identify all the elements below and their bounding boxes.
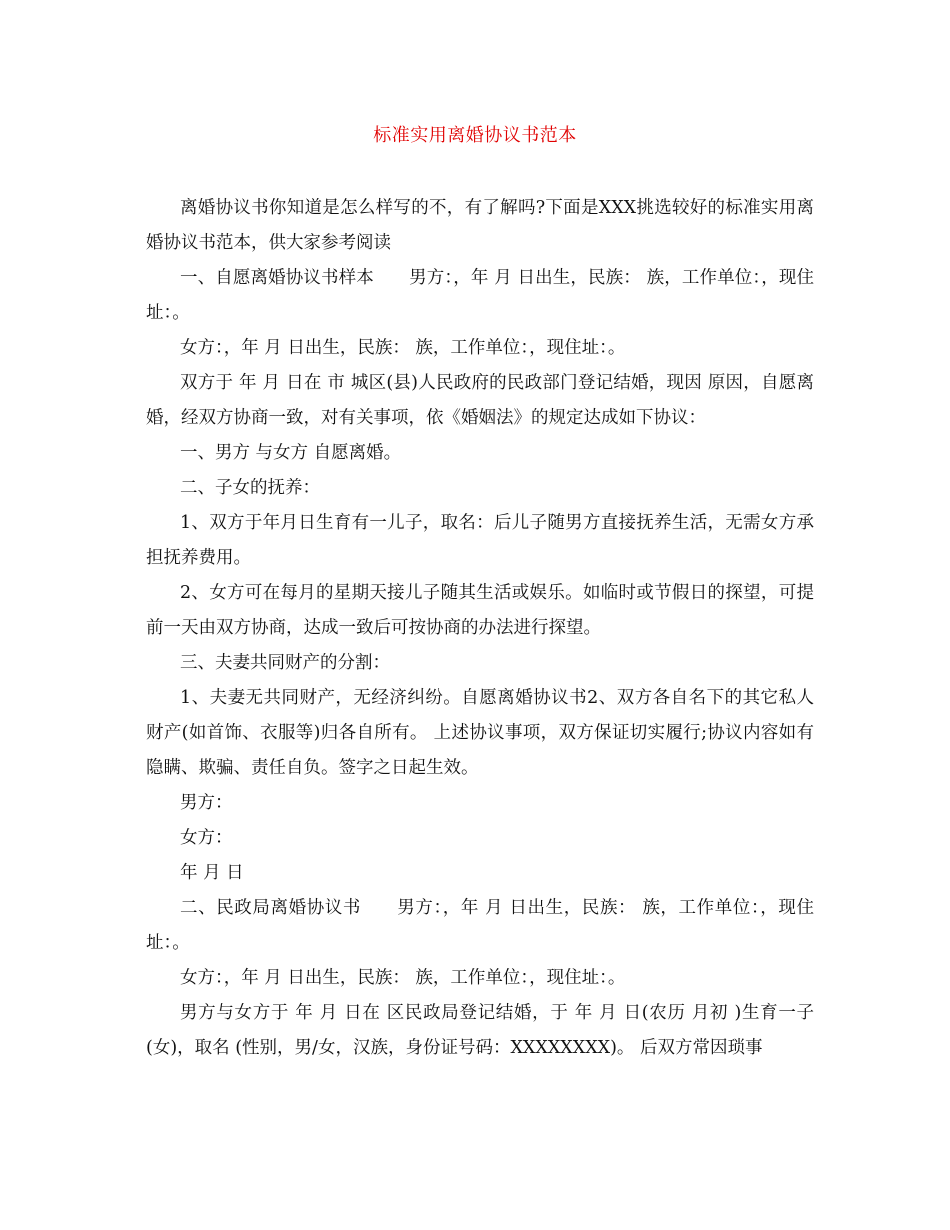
paragraph-clause-2-item-1: 1、双方于年月日生育有一儿子，取名：后儿子随男方直接抚养生活，无需女方承担抚养费用。 — [146, 513, 814, 568]
paragraph-clause-3-item-1: 1、夫妻无共同财产，无经济纠纷。自愿离婚协议书2、双方各自名下的其它私人财产(如首饰、衣服等)归各自所有。 上述协议事项，双方保证切实履行;协议内容如有隐瞒、欺骗、责任自负。签字之日起生效。 — [146, 688, 814, 778]
paragraph-section-1-heading: 一、自愿离婚协议书样本 男方：，年 月 日出生，民族： 族，工作单位：，现住址：。 — [146, 268, 814, 323]
paragraph-signature-female: 女方： — [180, 828, 233, 848]
paragraph-clause-2-heading: 二、子女的抚养： — [180, 478, 320, 498]
paragraph-female-party: 女方：，年 月 日出生，民族： 族，工作单位：，现住址：。 — [180, 338, 626, 358]
paragraph-section-2-marriage: 男方与女方于 年 月 日在 区民政局登记结婚，于 年 月 日(农历 月初 )生育一子(女)，取名 (性别，男/女，汉族，身份证号码：XXXXXXXX)。 后双方常因琐事 — [146, 1003, 814, 1058]
paragraph-signature-male: 男方： — [180, 793, 233, 813]
document-body — [146, 191, 814, 1066]
paragraph-clause-2-item-2: 2、女方可在每月的星期天接儿子随其生活或娱乐。如临时或节假日的探望，可提前一天由双方协商，达成一致后可按协商的办法进行探望。 — [146, 583, 814, 638]
paragraph-signature-date: 年 月 日 — [180, 863, 244, 883]
paragraph-intro: 离婚协议书你知道是怎么样写的不，有了解吗?下面是XXX挑选较好的标准实用离婚协议书范本，供大家参考阅读 — [146, 198, 814, 253]
document-title: 标准实用离婚协议书范本 — [373, 125, 577, 146]
paragraph-section-2-female-party: 女方：，年 月 日出生，民族： 族，工作单位：，现住址：。 — [180, 968, 626, 988]
paragraph-clause-1: 一、男方 与女方 自愿离婚。 — [180, 443, 402, 463]
paragraph-section-2-heading: 二、民政局离婚协议书 男方：，年 月 日出生，民族： 族，工作单位：，现住址：。 — [146, 898, 814, 953]
paragraph-marriage-registration: 双方于 年 月 日在 市 城区(县)人民政府的民政部门登记结婚，现因 原因，自愿离婚，经双方协商一致，对有关事项，依《婚姻法》的规定达成如下协议： — [146, 373, 814, 428]
paragraph-clause-3-heading: 三、夫妻共同财产的分割： — [180, 653, 390, 673]
